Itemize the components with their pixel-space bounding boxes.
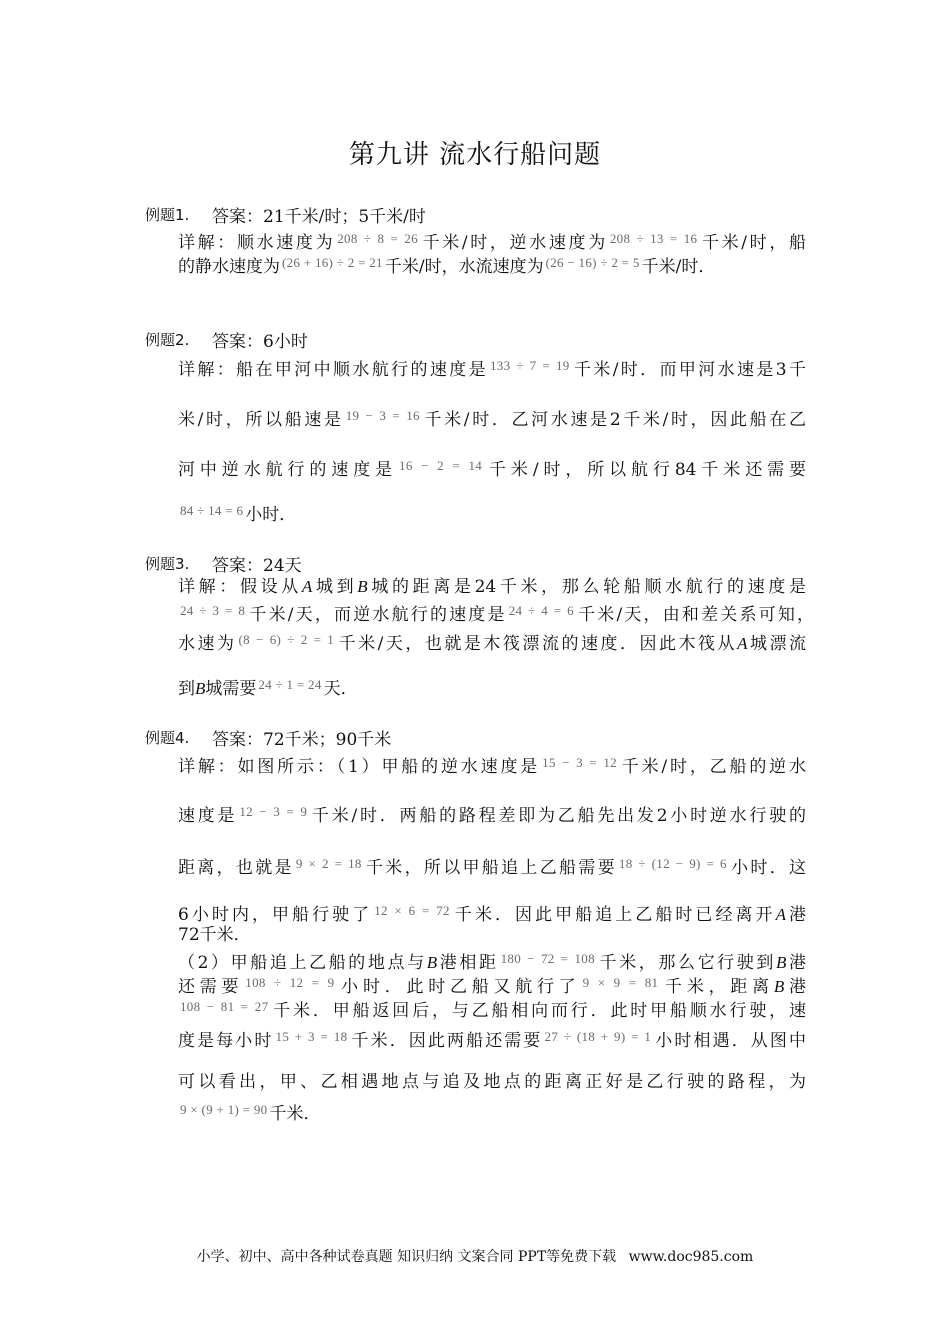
formula: 24 ÷ 3 = 8 [180,603,246,618]
point-label: B [195,679,206,698]
example-3-line-2: $^{24 \div 3 = 8}$ 千米/天，而逆水航行的速度是 $^{24 \div 4 = 6}$ 千米/天，由和差关系可知， [180,603,814,625]
formula: 133 ÷ 7 = 19 [490,358,570,373]
example-4-line-7: 还需要 $^{108 \div 12 = 9}$ 小时．此时乙船又航行了 $^{9 \times 9 = 81}$ 千米，距离B港 [178,975,807,997]
footer [0,1246,950,1266]
formula: 180 − 72 = 108 [500,951,595,966]
footer-url[interactable]: www.doc985.com [628,1249,754,1265]
example-2-line-1: 详解：船在甲河中顺水航行的速度是 $^{133 \div 7 = 19}$ 千米/时．而甲河水速是3千 [178,358,806,380]
example-4-answer: 答案：72千米；90千米 [212,730,392,750]
formula: 208 ÷ 13 = 16 [609,231,698,246]
formula: 16 − 2 = 14 [399,458,483,473]
formula: 12 − 3 = 9 [239,804,308,819]
formula: 15 + 3 = 18 [275,1029,348,1044]
footer-text: 小学、初中、高中各种试卷真题 知识归纳 文案合同 PPT等免费下载 [196,1249,617,1265]
page-title: 第九讲 流水行船问题 [348,140,602,170]
formula: 18 ÷ (12 − 9) = 6 [618,856,727,871]
example-2-line-3: 河中逆水航行的速度是 $^{16 - 2 = 14}$ 千米/时，所以航行84千米还需要 [178,458,807,480]
example-3-line-1: 详解：假设从A城到B城的距离是24千米，那么轮船顺水航行的速度是 [178,577,807,597]
example-4-line-9: 度是每小时 $^{15 + 3 = 18}$ 千米．因此两船还需要 $^{27 \div (18 + 9) = 1}$ 小时相遇．从图中 [178,1029,807,1051]
example-1-answer: 答案：21千米/时；5千米/时 [212,207,426,227]
example-2-label: 例题2. [145,331,190,349]
formula: 27 ÷ (18 + 9) = 1 [544,1029,652,1044]
example-4-label: 例题4. [145,729,190,747]
point-label: B [357,577,368,596]
example-4-line-2: 速度是 $^{12 - 3 = 9}$ 千米/时．两船的路程差即为乙船先出发2小时逆水行驶的 [178,804,806,826]
formula: 108 ÷ 12 = 9 [245,975,335,990]
formula: 9 × 2 = 18 [295,856,362,871]
formula: (26 + 16) ÷ 2 = 21 [282,255,383,270]
example-4-line-11: $^{9 \times (9 + 1) = 90}$ 千米． [180,1102,321,1124]
example-4-line-3: 距离，也就是 $^{9 \times 2 = 18}$ 千米，所以甲船追上乙船需要 $^{18 \div (12 - 9) = 6}$ 小时．这 [178,856,807,878]
example-4-line-6: （2）甲船追上乙船的地点与B港相距 $^{180 - 72 = 108}$ 千米，那么它行驶到B港 [178,951,807,973]
formula: 208 ÷ 8 = 26 [337,231,418,246]
formula: 12 × 6 = 72 [374,903,450,918]
example-3-line-3: 水速为 $^{(8 - 6) \div 2 = 1}$ 千米/天，也就是木筏漂流的速度．因此木筏从A城漂流 [178,632,807,654]
point-label: B [773,977,785,996]
example-4-line-8: $^{108 - 81 = 27}$ 千米．甲船返回后，与乙船相向而行．此时甲船顺水行驶，速 [180,999,806,1021]
example-4-line-10: 可以看出，甲、乙相遇地点与追及地点的距离正好是乙行驶的路程，为 [178,1072,806,1092]
formula: (26 − 16) ÷ 2 = 5 [545,255,640,270]
example-2-line-2: 米/时，所以船速是 $^{19 - 3 = 16}$ 千米/时．乙河水速是2千米/时，因此船在乙 [178,408,806,430]
formula: 24 ÷ 1 = 24 [258,677,322,692]
formula: 15 − 3 = 12 [542,755,617,770]
example-3-line-4: 到B城需要 $^{24 \div 1 = 24}$ 天． [178,677,358,699]
formula: 9 × (9 + 1) = 90 [180,1102,268,1117]
formula: (8 − 6) ÷ 2 = 1 [238,632,335,647]
example-1-line-2: 的静水速度为 $^{(26 + 16) \div 2 = 21}$ 千米/时，水流速度为 $^{(26 - 16) \div 2 = 5}$ 千米/时． [178,255,716,277]
formula: 24 ÷ 4 = 6 [508,603,574,618]
example-4-line-1: 详解：如图所示：（1）甲船的逆水速度是 $^{15 - 3 = 12}$ 千米/时，乙船的逆水 [178,755,806,777]
example-4-line-4: 6小时内，甲船行驶了 $^{12 \times 6 = 72}$ 千米．因此甲船追上乙船时已经离开A港 [178,903,807,925]
example-4-line-5: 72千米． [178,925,251,945]
example-3-label: 例题3. [145,555,190,573]
point-label: B [426,953,438,972]
formula: 108 − 81 = 27 [180,999,269,1014]
example-2-line-4: $^{84 \div 14 = 6}$ 小时． [180,503,297,525]
point-label: A [301,577,313,596]
formula: 84 ÷ 14 = 6 [180,503,244,518]
example-1-label: 例题1. [145,206,190,224]
example-2-answer: 答案：6小时 [212,332,308,352]
example-1-line-1: 详解：顺水速度为 $^{208 \div 8 = 26}$ 千米/时，逆水速度为 $^{208 \div 13 = 16}$ 千米/时，船 [178,231,806,253]
point-label: A [737,634,748,653]
example-3-answer: 答案：24天 [212,556,302,576]
point-label: B [776,953,787,972]
point-label: A [775,905,786,924]
formula: 19 − 3 = 16 [345,408,420,423]
formula: 9 × 9 = 81 [582,975,659,990]
